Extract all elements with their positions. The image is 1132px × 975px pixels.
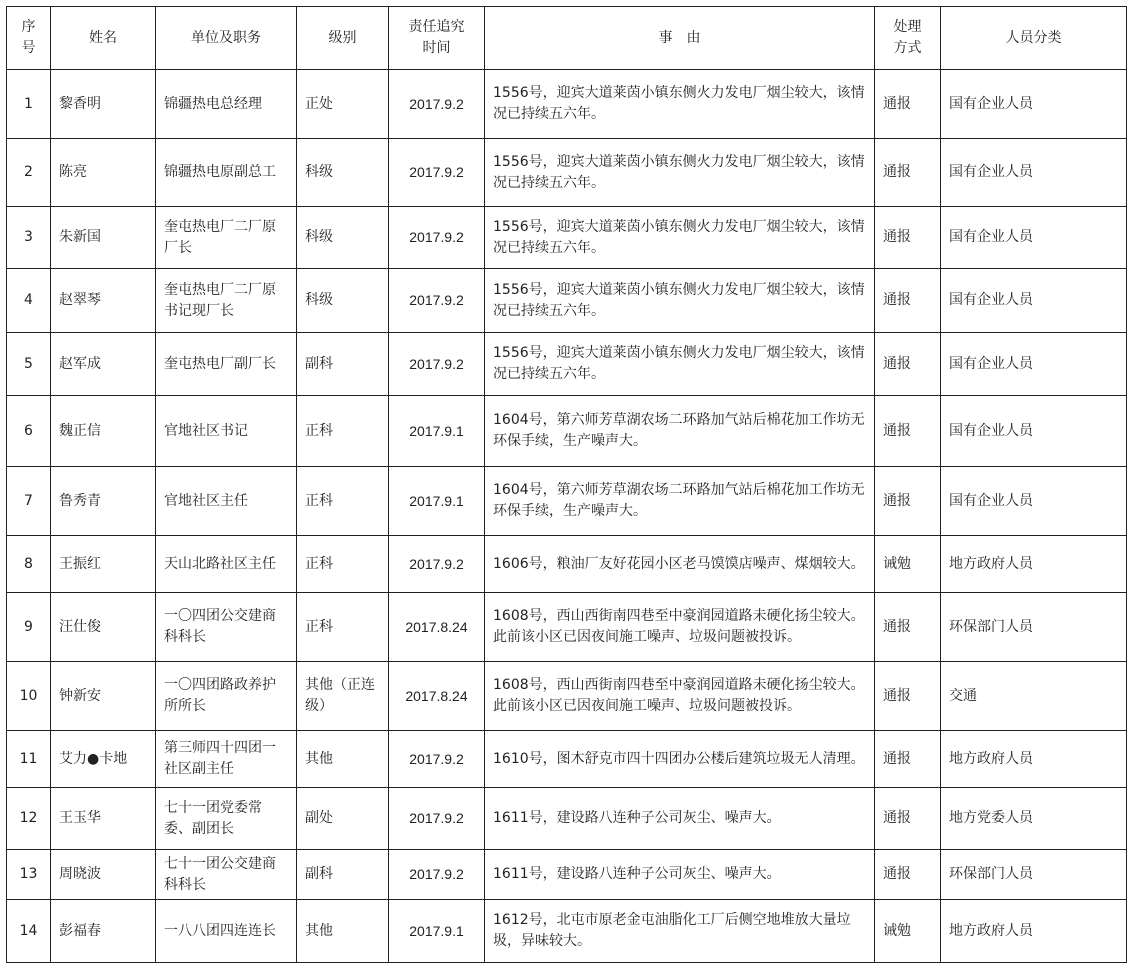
cell-name: 赵军成 <box>51 333 156 396</box>
cell-name: 陈亮 <box>51 139 156 207</box>
cell-reason: 1556号，迎宾大道莱茵小镇东侧火力发电厂烟尘较大，该情况已持续五六年。 <box>485 139 875 207</box>
cell-reason: 1556号，迎宾大道莱茵小镇东侧火力发电厂烟尘较大，该情况已持续五六年。 <box>485 70 875 139</box>
cell-level: 科级 <box>297 207 389 269</box>
cell-date: 2017.9.1 <box>389 467 485 536</box>
cell-level: 正科 <box>297 396 389 467</box>
cell-category: 国有企业人员 <box>941 207 1127 269</box>
cell-name: 王振红 <box>51 536 156 593</box>
cell-level: 正科 <box>297 536 389 593</box>
cell-no: 10 <box>7 662 51 731</box>
table-row <box>7 333 1127 396</box>
header-name: 姓名 <box>51 7 156 70</box>
cell-date: 2017.8.24 <box>389 593 485 662</box>
cell-name: 黎香明 <box>51 70 156 139</box>
cell-category: 国有企业人员 <box>941 139 1127 207</box>
cell-unit: 锦疆热电总经理 <box>156 70 297 139</box>
cell-level: 正科 <box>297 467 389 536</box>
cell-level: 副科 <box>297 850 389 900</box>
table-row <box>7 850 1127 900</box>
cell-date: 2017.9.1 <box>389 396 485 467</box>
header-no: 序号 <box>7 7 51 70</box>
table-row <box>7 536 1127 593</box>
cell-unit: 官地社区主任 <box>156 467 297 536</box>
cell-category: 国有企业人员 <box>941 333 1127 396</box>
cell-date: 2017.9.2 <box>389 333 485 396</box>
cell-unit: 锦疆热电原副总工 <box>156 139 297 207</box>
cell-reason: 1556号，迎宾大道莱茵小镇东侧火力发电厂烟尘较大，该情况已持续五六年。 <box>485 207 875 269</box>
header-reason: 事 由 <box>485 7 875 70</box>
cell-no: 9 <box>7 593 51 662</box>
cell-date: 2017.9.2 <box>389 850 485 900</box>
cell-reason: 1611号，建设路八连种子公司灰尘、噪声大。 <box>485 850 875 900</box>
header-date: 责任追究时间 <box>389 7 485 70</box>
cell-action: 通报 <box>875 70 941 139</box>
cell-level: 其他（正连级） <box>297 662 389 731</box>
cell-unit: 第三师四十四团一社区副主任 <box>156 731 297 788</box>
cell-no: 1 <box>7 70 51 139</box>
cell-reason: 1611号，建设路八连种子公司灰尘、噪声大。 <box>485 788 875 850</box>
cell-category: 国有企业人员 <box>941 70 1127 139</box>
cell-reason: 1612号，北屯市原老金屯油脂化工厂后侧空地堆放大量垃圾，异味较大。 <box>485 900 875 963</box>
cell-unit: 奎屯热电厂二厂原厂长 <box>156 207 297 269</box>
cell-name: 艾力●卡地 <box>51 731 156 788</box>
table-row <box>7 207 1127 269</box>
cell-no: 14 <box>7 900 51 963</box>
table-row <box>7 788 1127 850</box>
header-unit: 单位及职务 <box>156 7 297 70</box>
cell-unit: 奎屯热电厂二厂原书记现厂长 <box>156 269 297 333</box>
cell-category: 地方政府人员 <box>941 900 1127 963</box>
cell-no: 6 <box>7 396 51 467</box>
cell-name: 赵翠琴 <box>51 269 156 333</box>
cell-no: 8 <box>7 536 51 593</box>
cell-date: 2017.8.24 <box>389 662 485 731</box>
cell-no: 11 <box>7 731 51 788</box>
cell-action: 诫勉 <box>875 536 941 593</box>
cell-reason: 1556号，迎宾大道莱茵小镇东侧火力发电厂烟尘较大，该情况已持续五六年。 <box>485 333 875 396</box>
cell-reason: 1606号，粮油厂友好花园小区老马馍馍店噪声、煤烟较大。 <box>485 536 875 593</box>
header-level: 级别 <box>297 7 389 70</box>
accountability-table <box>6 6 1127 963</box>
header-category: 人员分类 <box>941 7 1127 70</box>
cell-unit: 一〇四团路政养护所所长 <box>156 662 297 731</box>
table-row <box>7 467 1127 536</box>
cell-action: 诫勉 <box>875 900 941 963</box>
cell-unit: 奎屯热电厂副厂长 <box>156 333 297 396</box>
cell-date: 2017.9.2 <box>389 70 485 139</box>
cell-no: 3 <box>7 207 51 269</box>
cell-date: 2017.9.2 <box>389 269 485 333</box>
cell-category: 国有企业人员 <box>941 269 1127 333</box>
cell-no: 2 <box>7 139 51 207</box>
cell-level: 科级 <box>297 139 389 207</box>
cell-category: 交通 <box>941 662 1127 731</box>
cell-reason: 1608号，西山西街南四巷至中豪润园道路未硬化扬尘较大。此前该小区已因夜间施工噪声、垃圾问题被投诉。 <box>485 593 875 662</box>
cell-action: 通报 <box>875 731 941 788</box>
cell-category: 环保部门人员 <box>941 593 1127 662</box>
cell-date: 2017.9.1 <box>389 900 485 963</box>
table-row <box>7 269 1127 333</box>
cell-no: 4 <box>7 269 51 333</box>
cell-action: 通报 <box>875 333 941 396</box>
cell-date: 2017.9.2 <box>389 731 485 788</box>
cell-level: 正科 <box>297 593 389 662</box>
table-row <box>7 731 1127 788</box>
cell-level: 其他 <box>297 900 389 963</box>
cell-action: 通报 <box>875 788 941 850</box>
cell-name: 魏正信 <box>51 396 156 467</box>
cell-unit: 官地社区书记 <box>156 396 297 467</box>
header-row <box>7 7 1127 70</box>
cell-category: 地方政府人员 <box>941 536 1127 593</box>
cell-unit: 七十一团公交建商科科长 <box>156 850 297 900</box>
cell-level: 正处 <box>297 70 389 139</box>
cell-category: 环保部门人员 <box>941 850 1127 900</box>
cell-no: 5 <box>7 333 51 396</box>
cell-unit: 七十一团党委常委、副团长 <box>156 788 297 850</box>
cell-action: 通报 <box>875 139 941 207</box>
cell-unit: 一八八团四连连长 <box>156 900 297 963</box>
cell-level: 副处 <box>297 788 389 850</box>
cell-no: 12 <box>7 788 51 850</box>
cell-reason: 1604号，第六师芳草湖农场二环路加气站后棉花加工作坊无环保手续，生产噪声大。 <box>485 467 875 536</box>
cell-level: 其他 <box>297 731 389 788</box>
cell-category: 地方党委人员 <box>941 788 1127 850</box>
cell-category: 地方政府人员 <box>941 731 1127 788</box>
cell-date: 2017.9.2 <box>389 207 485 269</box>
cell-action: 通报 <box>875 850 941 900</box>
cell-action: 通报 <box>875 396 941 467</box>
cell-action: 通报 <box>875 593 941 662</box>
cell-date: 2017.9.2 <box>389 788 485 850</box>
cell-name: 鲁秀青 <box>51 467 156 536</box>
header-action: 处理方式 <box>875 7 941 70</box>
cell-reason: 1608号，西山西街南四巷至中豪润园道路未硬化扬尘较大。此前该小区已因夜间施工噪声、垃圾问题被投诉。 <box>485 662 875 731</box>
cell-name: 钟新安 <box>51 662 156 731</box>
table-row <box>7 900 1127 963</box>
cell-action: 通报 <box>875 269 941 333</box>
table-row <box>7 662 1127 731</box>
cell-level: 副科 <box>297 333 389 396</box>
cell-reason: 1604号，第六师芳草湖农场二环路加气站后棉花加工作坊无环保手续，生产噪声大。 <box>485 396 875 467</box>
cell-date: 2017.9.2 <box>389 536 485 593</box>
table-body <box>7 70 1127 963</box>
cell-category: 国有企业人员 <box>941 467 1127 536</box>
cell-name: 彭福春 <box>51 900 156 963</box>
cell-date: 2017.9.2 <box>389 139 485 207</box>
cell-reason: 1610号，图木舒克市四十四团办公楼后建筑垃圾无人清理。 <box>485 731 875 788</box>
cell-no: 7 <box>7 467 51 536</box>
cell-action: 通报 <box>875 467 941 536</box>
cell-action: 通报 <box>875 662 941 731</box>
table-row <box>7 593 1127 662</box>
cell-unit: 天山北路社区主任 <box>156 536 297 593</box>
cell-category: 国有企业人员 <box>941 396 1127 467</box>
cell-name: 汪仕俊 <box>51 593 156 662</box>
cell-name: 周晓波 <box>51 850 156 900</box>
table-row <box>7 70 1127 139</box>
cell-reason: 1556号，迎宾大道莱茵小镇东侧火力发电厂烟尘较大，该情况已持续五六年。 <box>485 269 875 333</box>
cell-level: 科级 <box>297 269 389 333</box>
cell-no: 13 <box>7 850 51 900</box>
table-row <box>7 396 1127 467</box>
cell-action: 通报 <box>875 207 941 269</box>
cell-name: 王玉华 <box>51 788 156 850</box>
cell-unit: 一〇四团公交建商科科长 <box>156 593 297 662</box>
cell-name: 朱新国 <box>51 207 156 269</box>
table-row <box>7 139 1127 207</box>
